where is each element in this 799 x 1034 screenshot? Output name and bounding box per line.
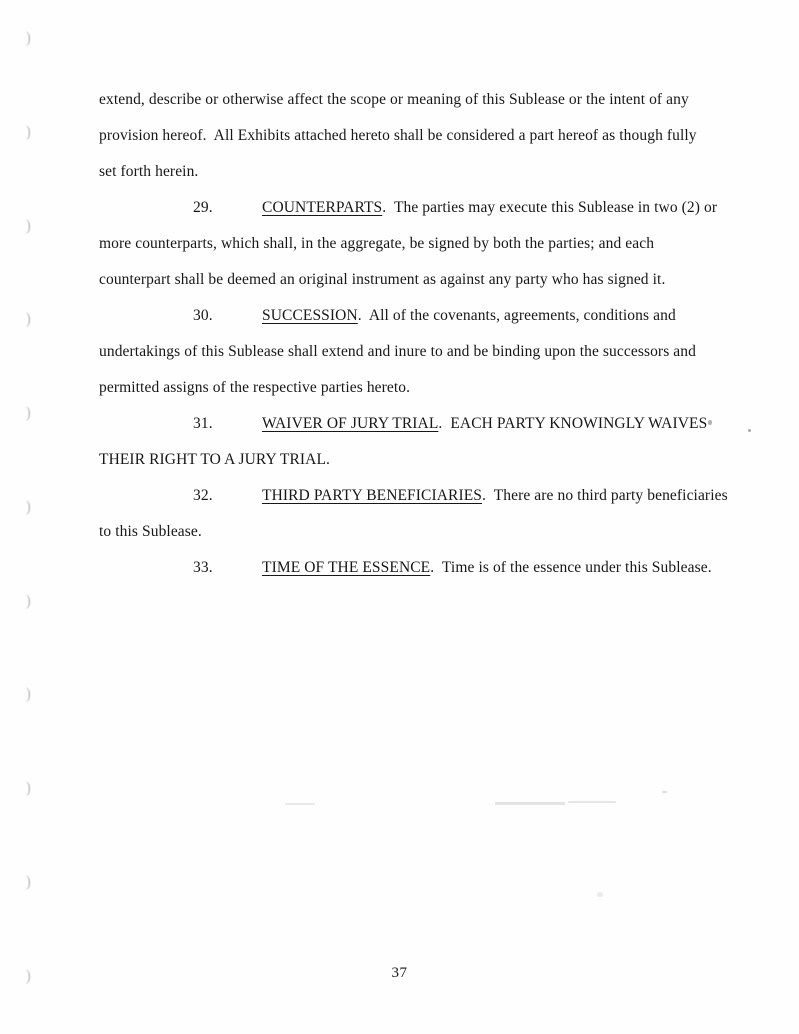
line-text: EACH PARTY KNOWINGLY WAIVES [450, 415, 708, 432]
text-line [99, 190, 724, 226]
text-line [99, 118, 724, 154]
section-paragraph [99, 478, 728, 550]
line-text: provision hereof. All Exhibits attached hereto shall be considered a part hereof as though fully [99, 127, 697, 144]
text-line [99, 334, 724, 370]
text-line [99, 154, 724, 190]
heading-separator: . [430, 559, 442, 576]
text-line [99, 550, 724, 586]
section-number: 30. [193, 307, 213, 324]
binding-mark: ) [26, 873, 31, 892]
binding-mark: ) [26, 592, 31, 611]
scan-speck [285, 803, 315, 805]
heading-separator: . [482, 487, 494, 504]
document-text [99, 82, 728, 586]
text-line [99, 298, 724, 334]
line-text: permitted assigns of the respective parties hereto. [99, 379, 411, 396]
line-text: There are no third party beneficiaries [493, 487, 728, 504]
scan-speck [748, 429, 751, 432]
section-heading: SUCCESSION [262, 307, 358, 324]
binding-mark: ) [26, 685, 31, 704]
section-paragraph [99, 550, 724, 586]
section-heading: THIRD PARTY BENEFICIARIES [262, 487, 483, 504]
scan-speck [568, 801, 616, 803]
line-text: All of the covenants, agreements, conditions and [368, 307, 676, 324]
binding-mark: ) [26, 310, 31, 329]
body-paragraph [99, 82, 724, 190]
line-text: set forth herein. [99, 163, 199, 180]
text-line [99, 370, 724, 406]
section-paragraph [99, 190, 724, 298]
scan-speck [495, 802, 565, 805]
binding-mark: ) [26, 498, 31, 517]
line-text: THEIR RIGHT TO A JURY TRIAL. [99, 451, 331, 468]
line-text: extend, describe or otherwise affect the scope or meaning of this Sublease or the intent of any [99, 91, 689, 108]
section-number: 33. [193, 559, 213, 576]
text-line [99, 406, 724, 442]
binding-mark: ) [26, 29, 31, 48]
section-heading: WAIVER OF JURY TRIAL [262, 415, 439, 432]
heading-separator: . [357, 307, 369, 324]
section-heading: TIME OF THE ESSENCE [262, 559, 431, 576]
heading-separator: . [438, 415, 451, 432]
text-line [99, 514, 724, 550]
line-text: Time is of the essence under this Sublease. [441, 559, 712, 576]
text-line [99, 442, 724, 478]
scan-speck [708, 420, 712, 425]
section-paragraph [99, 406, 724, 478]
line-text: more counterparts, which shall, in the aggregate, be signed by both the parties; and each [99, 235, 655, 252]
section-number: 32. [193, 487, 213, 504]
binding-mark: ) [26, 404, 31, 423]
line-text: The parties may execute this Sublease in two (2) or [393, 199, 718, 216]
binding-mark: ) [26, 967, 31, 986]
scan-speck [597, 892, 603, 897]
text-line [99, 478, 728, 514]
binding-mark: ) [26, 779, 31, 798]
text-line [99, 82, 724, 118]
page-number: 37 [391, 965, 408, 981]
section-number: 31. [193, 415, 213, 432]
binding-mark: ) [26, 217, 31, 236]
line-text: undertakings of this Sublease shall extend and inure to and be binding upon the successors and [99, 343, 696, 360]
section-number: 29. [193, 199, 213, 216]
scan-speck [662, 791, 667, 793]
line-text: counterpart shall be deemed an original instrument as against any party who has signed it. [99, 271, 666, 288]
text-line [99, 226, 724, 262]
text-line [99, 262, 724, 298]
section-heading: COUNTERPARTS [262, 199, 383, 216]
heading-separator: . [382, 199, 394, 216]
section-paragraph [99, 298, 724, 406]
line-text: to this Sublease. [99, 523, 202, 540]
binding-mark: ) [26, 123, 31, 142]
